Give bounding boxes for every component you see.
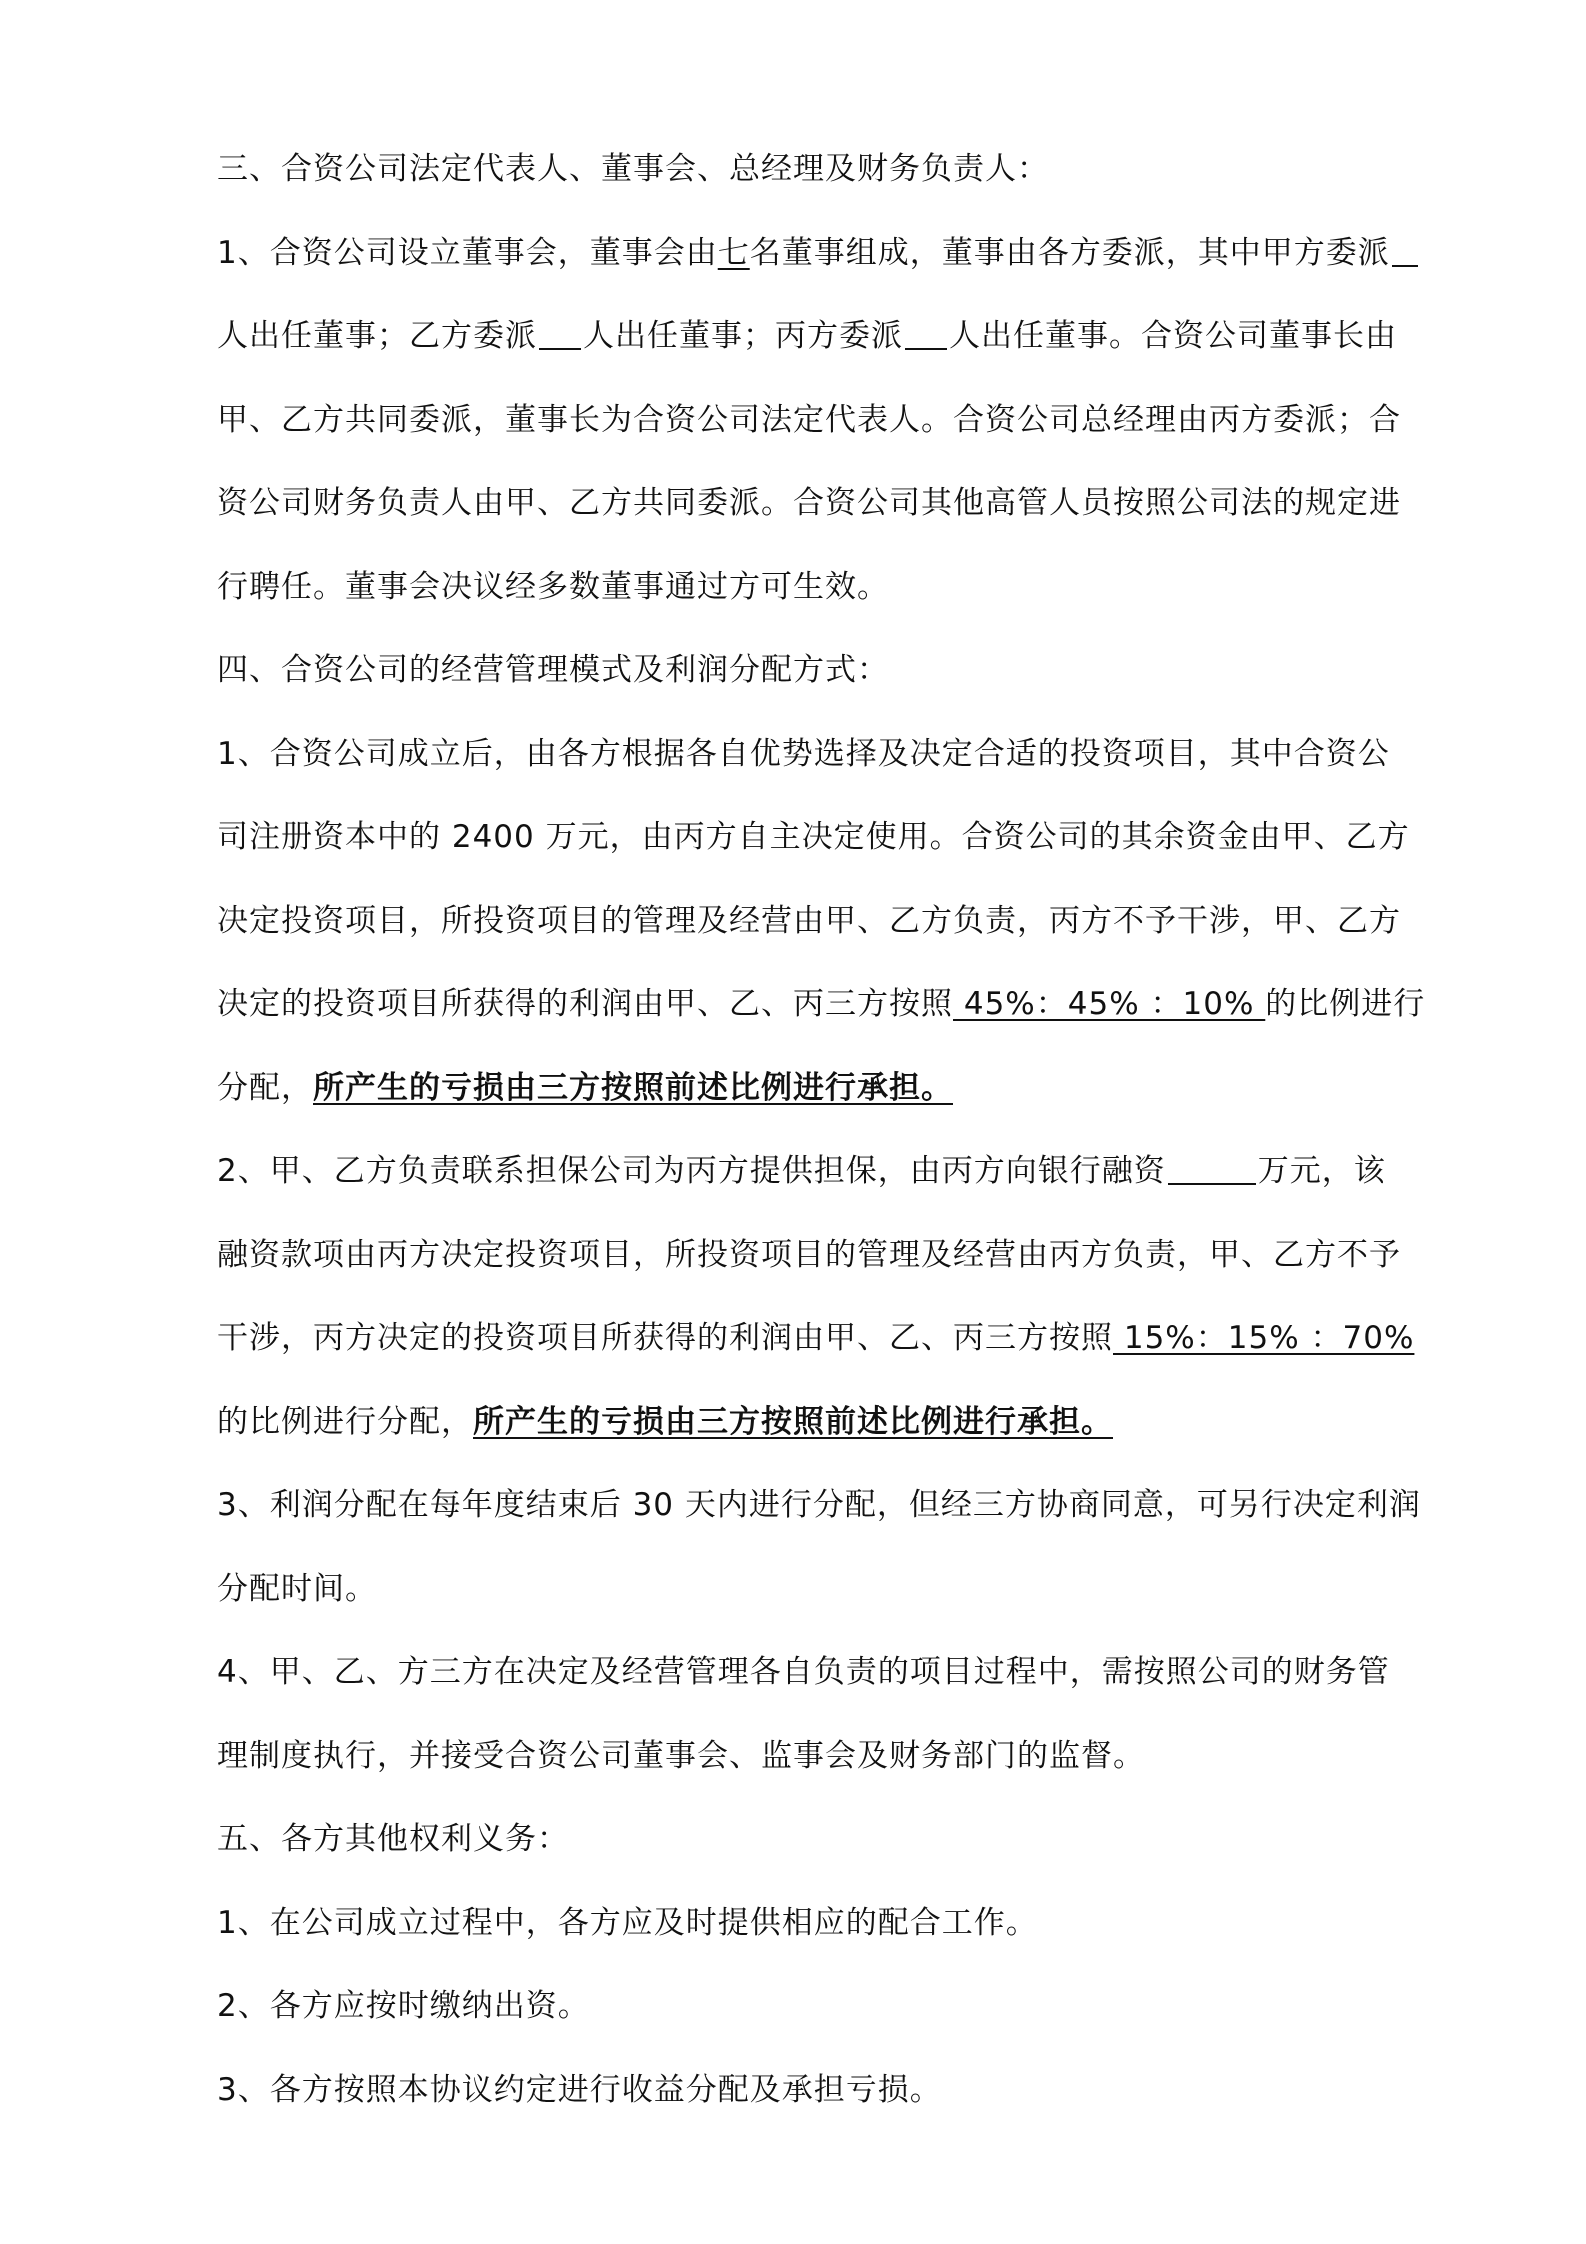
list-item: 3、各方按照本协议约定进行收益分配及承担亏损。: [217, 2071, 942, 2108]
loss-clause-2: 所产生的亏损由三方按照前述比例进行承担。: [473, 1403, 1113, 1440]
paragraph-line: 理制度执行，并接受合资公司董事会、监事会及财务部门的监督。: [217, 1737, 1145, 1774]
paragraph-line: 人出任董事；乙方委派 人出任董事；丙方委派 人出任董事。合资公司董事长由: [217, 318, 1397, 354]
board-size-value: 七: [717, 234, 750, 271]
paragraph-line: 干涉，丙方决定的投资项目所获得的利润由甲、乙、丙三方按照 15%：15% ：70%: [217, 1320, 1415, 1356]
list-item: 1、在公司成立过程中，各方应及时提供相应的配合工作。: [217, 1904, 1038, 1941]
profit-ratio-1: 45%：45% ：10%: [953, 986, 1266, 1022]
paragraph-line: 1、合资公司成立后，由各方根据各自优势选择及决定合适的投资项目，其中合资公: [217, 735, 1390, 772]
paragraph-line: 分配，所产生的亏损由三方按照前述比例进行承担。: [217, 1069, 953, 1106]
blank-field: [1168, 1152, 1256, 1185]
document-body: [217, 128, 1426, 2132]
paragraph-line: 资公司财务负责人由甲、乙方共同委派。合资公司其他高管人员按照公司法的规定进: [217, 485, 1401, 521]
profit-ratio-2: 15%：15% ：70%: [1113, 1320, 1415, 1356]
paragraph-line: 融资款项由丙方决定投资项目，所投资项目的管理及经营由丙方负责，甲、乙方不予: [217, 1236, 1401, 1273]
paragraph-line: 2、甲、乙方负责联系担保公司为丙方提供担保，由丙方向银行融资 万元，该: [217, 1153, 1386, 1189]
paragraph-line: 4、甲、乙、方三方在决定及经营管理各自负责的项目过程中，需按照公司的财务管: [217, 1654, 1390, 1690]
blank-field: [1392, 234, 1418, 267]
list-item: 2、各方应按时缴纳出资。: [217, 1988, 590, 2024]
paragraph-line: 司注册资本中的 2400 万元，由丙方自主决定使用。合资公司的其余资金由甲、乙方: [217, 819, 1410, 855]
paragraph-line: 1、合资公司设立董事会，董事会由七名董事组成，董事由各方委派，其中甲方委派: [217, 212, 1417, 296]
blank-field: [539, 317, 581, 350]
paragraph-line: 3、利润分配在每年度结束后 30 天内进行分配，但经三方协商同意，可另行决定利润: [217, 1487, 1421, 1523]
loss-clause-1: 所产生的亏损由三方按照前述比例进行承担。: [313, 1069, 953, 1106]
paragraph-line: 甲、乙方共同委派，董事长为合资公司法定代表人。合资公司总经理由丙方委派；合: [217, 401, 1401, 438]
paragraph-line: 的比例进行分配，所产生的亏损由三方按照前述比例进行承担。: [217, 1403, 1113, 1440]
paragraph-line: 决定的投资项目所获得的利润由甲、乙、丙三方按照 45%：45% ：10% 的比例进行: [217, 986, 1426, 1022]
section-4-heading: 四、合资公司的经营管理模式及利润分配方式：: [217, 652, 889, 688]
blank-field: [905, 317, 947, 350]
section-3-heading: 三、合资公司法定代表人、董事会、总经理及财务负责人：: [217, 151, 1049, 187]
paragraph-line: 分配时间。: [217, 1570, 377, 1607]
paragraph-line: 决定投资项目，所投资项目的管理及经营由甲、乙方负责，丙方不予干涉，甲、乙方: [217, 902, 1401, 939]
section-5-heading: 五、各方其他权利义务：: [217, 1821, 569, 1857]
paragraph-line: 行聘任。董事会决议经多数董事通过方可生效。: [217, 568, 889, 605]
